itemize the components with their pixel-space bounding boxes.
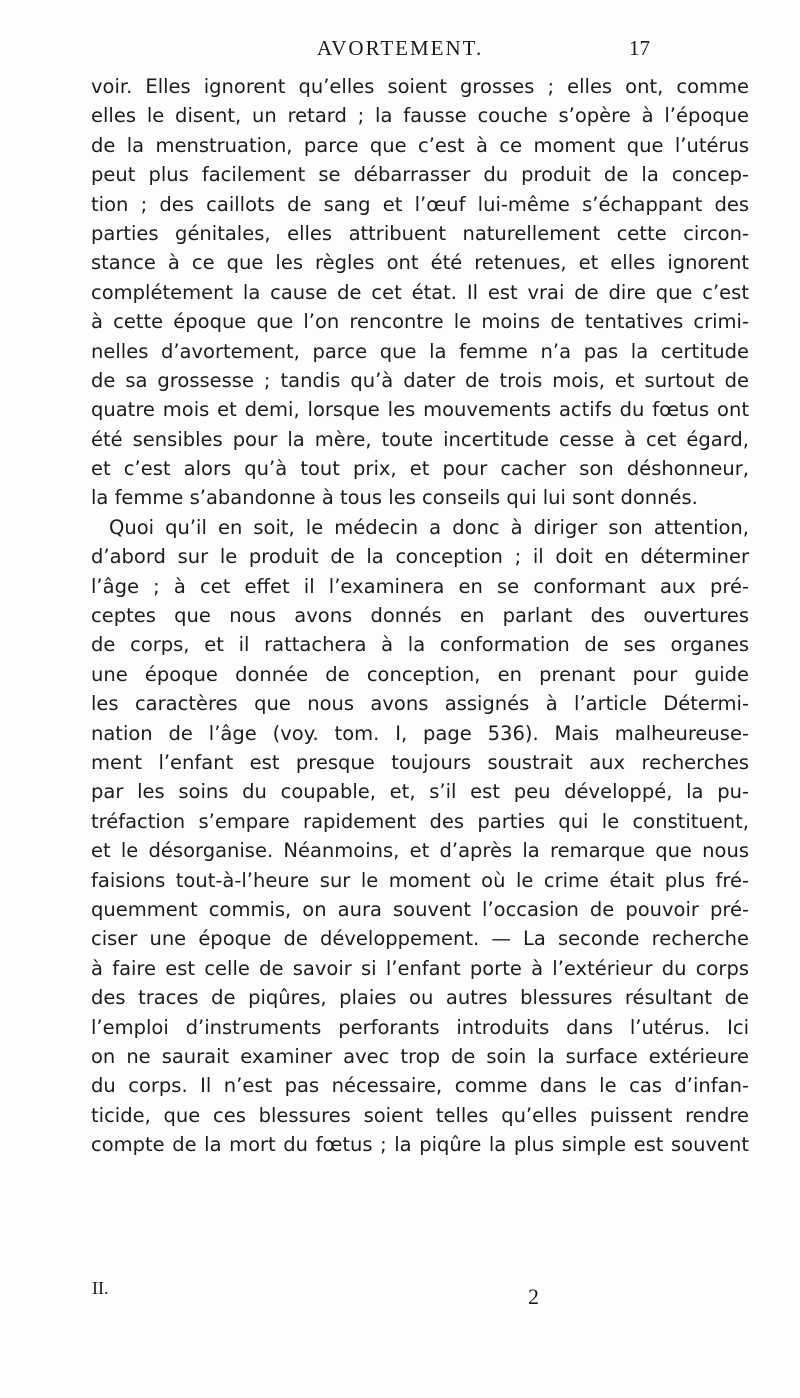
text-line: quatre mois et demi, lorsque les mouvements actifs du fœtus ont	[91, 398, 749, 422]
text-line: une époque donnée de conception, en prenant pour guide	[91, 662, 749, 686]
volume-signature: II.	[92, 1278, 109, 1298]
text-line: de sa grossesse ; tandis qu’à dater de trois mois, et surtout de	[91, 368, 749, 392]
text-line: la femme s’abandonne à tous les conseils qui lui sont donnés.	[91, 486, 698, 510]
text-line: ment l’enfant est presque toujours soustrait aux recherches	[91, 750, 749, 774]
text-line: stance à ce que les règles ont été retenues, et elles ignorent	[91, 251, 749, 275]
text-line: tréfaction s’empare rapidement des parties qui le constituent,	[91, 809, 749, 833]
text-line: compte de la mort du fœtus ; la piqûre la plus simple est souvent	[91, 1133, 749, 1157]
text-line: nelles d’avortement, parce que la femme n’a pas la certitude	[91, 339, 749, 363]
text-line: et le désorganise. Néanmoins, et d’après la remarque que nous	[91, 839, 749, 863]
text-line: nation de l’âge (voy. tom. I, page 536). Mais malheureuse-	[91, 721, 749, 745]
text-line: tion ; des caillots de sang et l’œuf lui-même s’échappant des	[91, 192, 749, 216]
text-line: ceptes que nous avons donnés en parlant des ouvertures	[91, 604, 749, 628]
text-line: elles le disent, un retard ; la fausse couche s’opère à l’époque	[91, 104, 749, 128]
text-line: parties génitales, elles attribuent naturellement cette circon-	[91, 221, 749, 245]
text-line: et c’est alors qu’à tout prix, et pour cacher son déshonneur,	[91, 457, 749, 481]
text-line: par les soins du coupable, et, s’il est peu développé, la pu-	[91, 780, 749, 804]
text-line: d’abord sur le produit de la conception ; il doit en déterminer	[91, 545, 749, 569]
body-text	[91, 72, 749, 1159]
text-line: complétement la cause de cet état. Il est vrai de dire que c’est	[91, 280, 749, 304]
text-line: à cette époque que l’on rencontre le moins de tentatives crimi-	[91, 310, 749, 334]
text-line: des traces de piqûres, plaies ou autres blessures résultant de	[91, 986, 749, 1010]
text-line: à faire est celle de savoir si l’enfant porte à l’extérieur du corps	[91, 956, 749, 980]
running-title: AVORTEMENT.	[316, 36, 484, 60]
text-line: l’âge ; à cet effet il l’examinera en se conformant aux pré-	[91, 574, 749, 598]
text-line: ciser une époque de développement. — La seconde recherche	[91, 927, 749, 951]
text-line: peut plus facilement se débarrasser du produit de la concep-	[91, 163, 749, 187]
text-line: voir. Elles ignorent qu’elles soient grosses ; elles ont, comme	[91, 75, 749, 98]
sheet-number: 2	[528, 1284, 539, 1309]
text-line: faisions tout-à-l’heure sur le moment où le crime était plus fré-	[91, 868, 749, 892]
text-line: ticide, que ces blessures soient telles qu’elles puissent rendre	[91, 1103, 749, 1127]
text-line: été sensibles pour la mère, toute incertitude cesse à cet égard,	[91, 427, 749, 451]
page-number: 17	[629, 36, 650, 60]
text-line: quemment commis, on aura souvent l’occasion de pouvoir pré-	[91, 897, 749, 921]
running-header	[0, 34, 800, 74]
paragraph-start-line: Quoi qu’il en soit, le médecin a donc à diriger son attention,	[109, 515, 749, 539]
text-line: de la menstruation, parce que c’est à ce moment que l’utérus	[91, 133, 749, 157]
text-line: l’emploi d’instruments perforants introduits dans l’utérus. Ici	[91, 1015, 749, 1039]
text-line: on ne saurait examiner avec trop de soin la surface extérieure	[91, 1044, 749, 1068]
text-line: les caractères que nous avons assignés à l’article Détermi-	[91, 692, 749, 716]
text-line: du corps. Il n’est pas nécessaire, comme dans le cas d’infan-	[91, 1074, 749, 1098]
text-line: de corps, et il rattachera à la conformation de ses organes	[91, 633, 749, 657]
page-footer	[0, 1278, 800, 1318]
